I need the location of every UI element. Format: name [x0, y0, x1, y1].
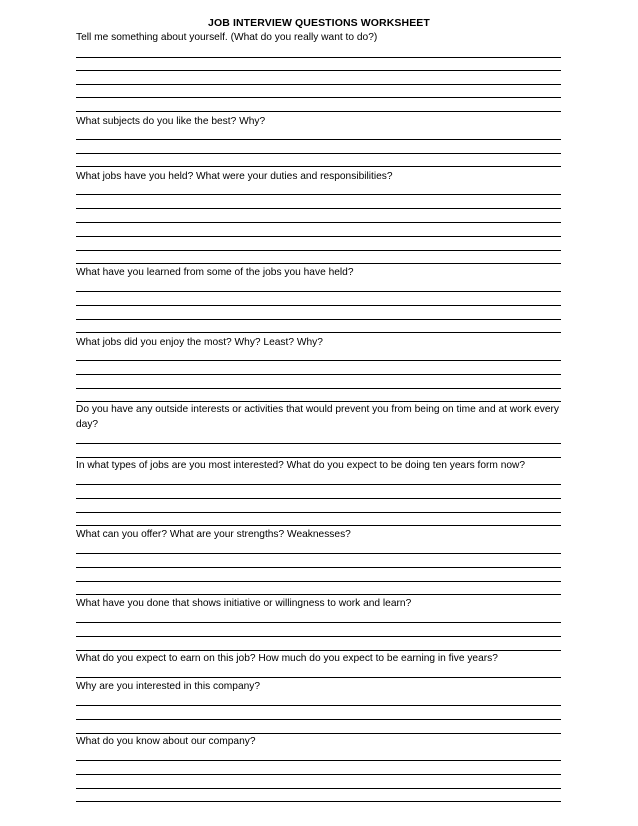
answer-line — [76, 733, 561, 734]
answer-line — [76, 208, 561, 209]
answer-line — [76, 374, 561, 375]
question-9: What have you done that shows initiative or willingness to work and learn? — [76, 598, 412, 609]
answer-line — [76, 139, 561, 140]
answer-line — [76, 250, 561, 251]
answer-line — [76, 581, 561, 582]
answer-line — [76, 774, 561, 775]
answer-line — [76, 788, 561, 789]
answer-line — [76, 622, 561, 623]
worksheet-title: JOB INTERVIEW QUESTIONS WORKSHEET — [208, 17, 430, 29]
answer-line — [76, 97, 561, 98]
answer-line — [76, 525, 561, 526]
answer-line — [76, 153, 561, 154]
answer-line — [76, 305, 561, 306]
question-2: What subjects do you like the best? Why? — [76, 116, 266, 127]
question-12: What do you know about our company? — [76, 736, 256, 747]
answer-line — [76, 636, 561, 637]
answer-line — [76, 650, 561, 651]
answer-line — [76, 57, 561, 58]
answer-line — [76, 512, 561, 513]
answer-line — [76, 760, 561, 761]
question-10: What do you expect to earn on this job? How much do you expect to be earning in five years? — [76, 653, 498, 664]
answer-line — [76, 594, 561, 595]
answer-line — [76, 194, 561, 195]
answer-line — [76, 236, 561, 237]
answer-line — [76, 719, 561, 720]
answer-line — [76, 498, 561, 499]
answer-line — [76, 360, 561, 361]
answer-line — [76, 801, 561, 802]
answer-line — [76, 70, 561, 71]
answer-line — [76, 319, 561, 320]
answer-line — [76, 166, 561, 167]
answer-line — [76, 84, 561, 85]
question-3: What jobs have you held? What were your duties and responsibilities? — [76, 171, 393, 182]
question-8: What can you offer? What are your strengths? Weaknesses? — [76, 529, 351, 540]
question-1: Tell me something about yourself. (What do you really want to do?) — [76, 32, 378, 43]
answer-line — [76, 332, 561, 333]
question-5: What jobs did you enjoy the most? Why? Least? Why? — [76, 337, 323, 348]
answer-line — [76, 567, 561, 568]
answer-line — [76, 291, 561, 292]
answer-line — [76, 484, 561, 485]
answer-line — [76, 443, 561, 444]
question-7: In what types of jobs are you most interested? What do you expect to be doing ten years form now? — [76, 460, 526, 471]
answer-line — [76, 222, 561, 223]
answer-line — [76, 553, 561, 554]
question-6: Do you have any outside interests or activities that would prevent you from being on time and at work every day? — [76, 404, 560, 430]
answer-line — [76, 457, 561, 458]
answer-line — [76, 388, 561, 389]
answer-line — [76, 401, 561, 402]
answer-line — [76, 677, 561, 678]
question-11: Why are you interested in this company? — [76, 681, 261, 692]
answer-line — [76, 263, 561, 264]
answer-line — [76, 111, 561, 112]
answer-line — [76, 705, 561, 706]
question-4: What have you learned from some of the jobs you have held? — [76, 267, 354, 278]
